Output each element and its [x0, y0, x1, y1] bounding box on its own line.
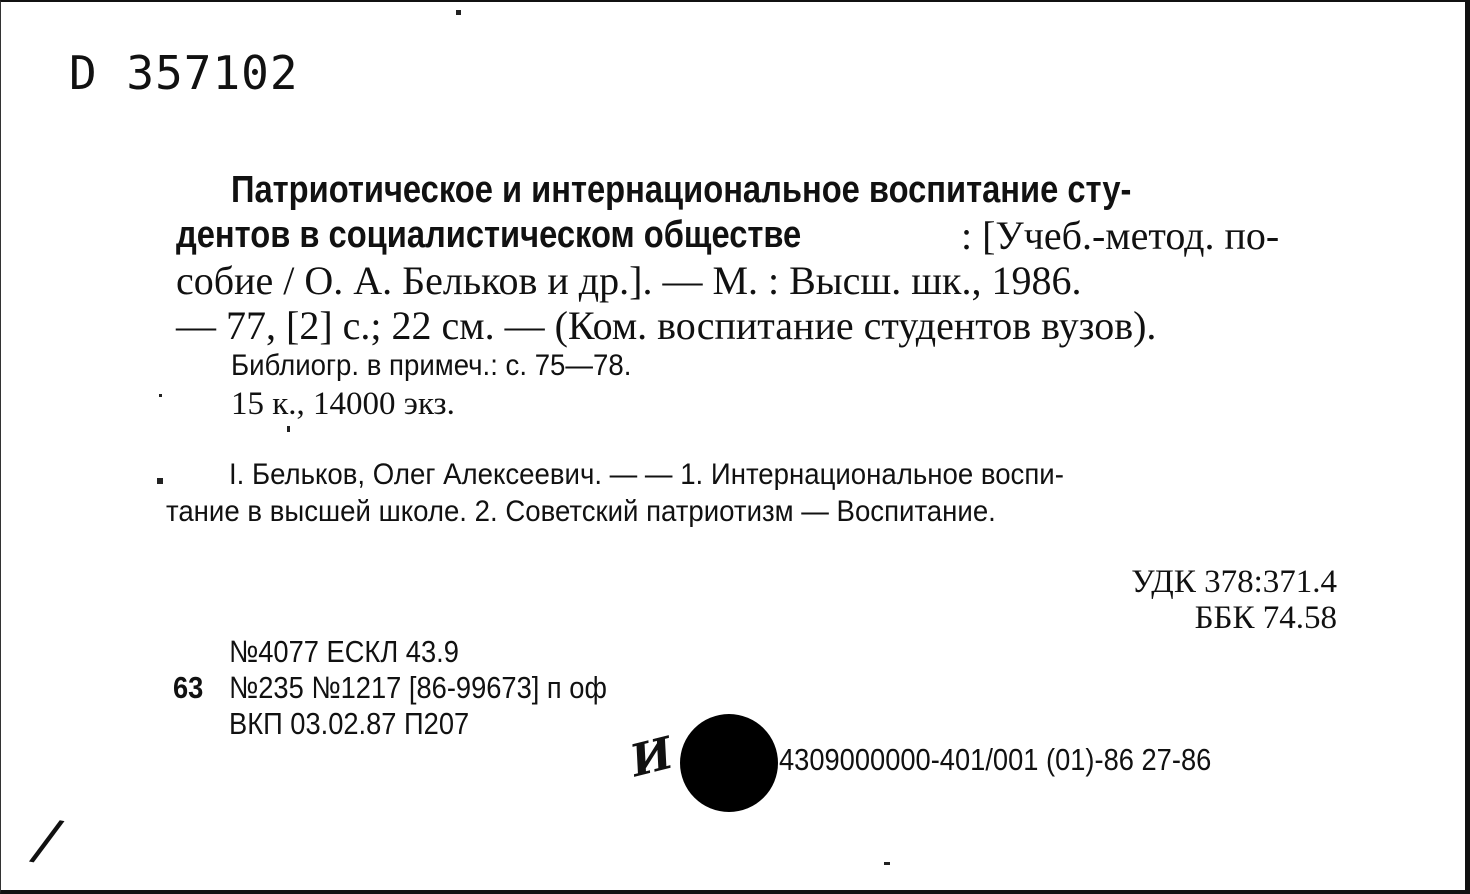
speck	[157, 478, 163, 484]
code-prefix: 63	[173, 670, 204, 705]
title-line-1: Патриотическое и интернациональное воспитание сту-	[231, 169, 1132, 211]
catalog-number: D 357102	[69, 46, 299, 100]
handwritten-mark: /	[31, 806, 62, 875]
price-copies-note: 15 к., 14000 экз.	[231, 386, 455, 422]
speck	[884, 862, 890, 865]
bbk-index: ББК 74.58	[1194, 600, 1337, 636]
udk-index: УДК 378:371.4	[1131, 564, 1337, 600]
isbn-line: 4309000000-401/001 (01)-86 27-86	[779, 742, 1212, 777]
body-line-2: — 77, [2] с.; 22 см. — (Ком. воспитание студентов вузов).	[176, 303, 1157, 348]
speck	[287, 426, 290, 432]
title-tail: : [Учеб.-метод. по-	[961, 213, 1280, 258]
code-line-2: №235 №1217 [86-99673] п оф	[229, 670, 607, 705]
code-line-3: ВКП 03.02.87 П207	[229, 706, 470, 741]
speck	[456, 10, 461, 15]
title-line-2-wrap	[176, 213, 1280, 258]
title-line-2: дентов в социалистическом обществе	[176, 214, 802, 256]
body-line-1: собие / О. А. Бельков и др.]. — М. : Высш. шк., 1986.	[176, 258, 1082, 303]
bibliography-note: Библиогр. в примеч.: с. 75—78.	[231, 349, 632, 382]
subject-line-2: тание в высшей школе. 2. Советский патриотизм — Воспитание.	[166, 495, 996, 528]
code-line-1: №4077 ЕСКЛ 43.9	[229, 634, 459, 669]
punched-dot	[680, 714, 778, 812]
subject-line-1: I. Бельков, Олег Алексеевич. — — 1. Интернациональное воспи-	[229, 458, 1064, 491]
handwritten-initial: И	[625, 727, 679, 788]
speck	[159, 394, 162, 397]
